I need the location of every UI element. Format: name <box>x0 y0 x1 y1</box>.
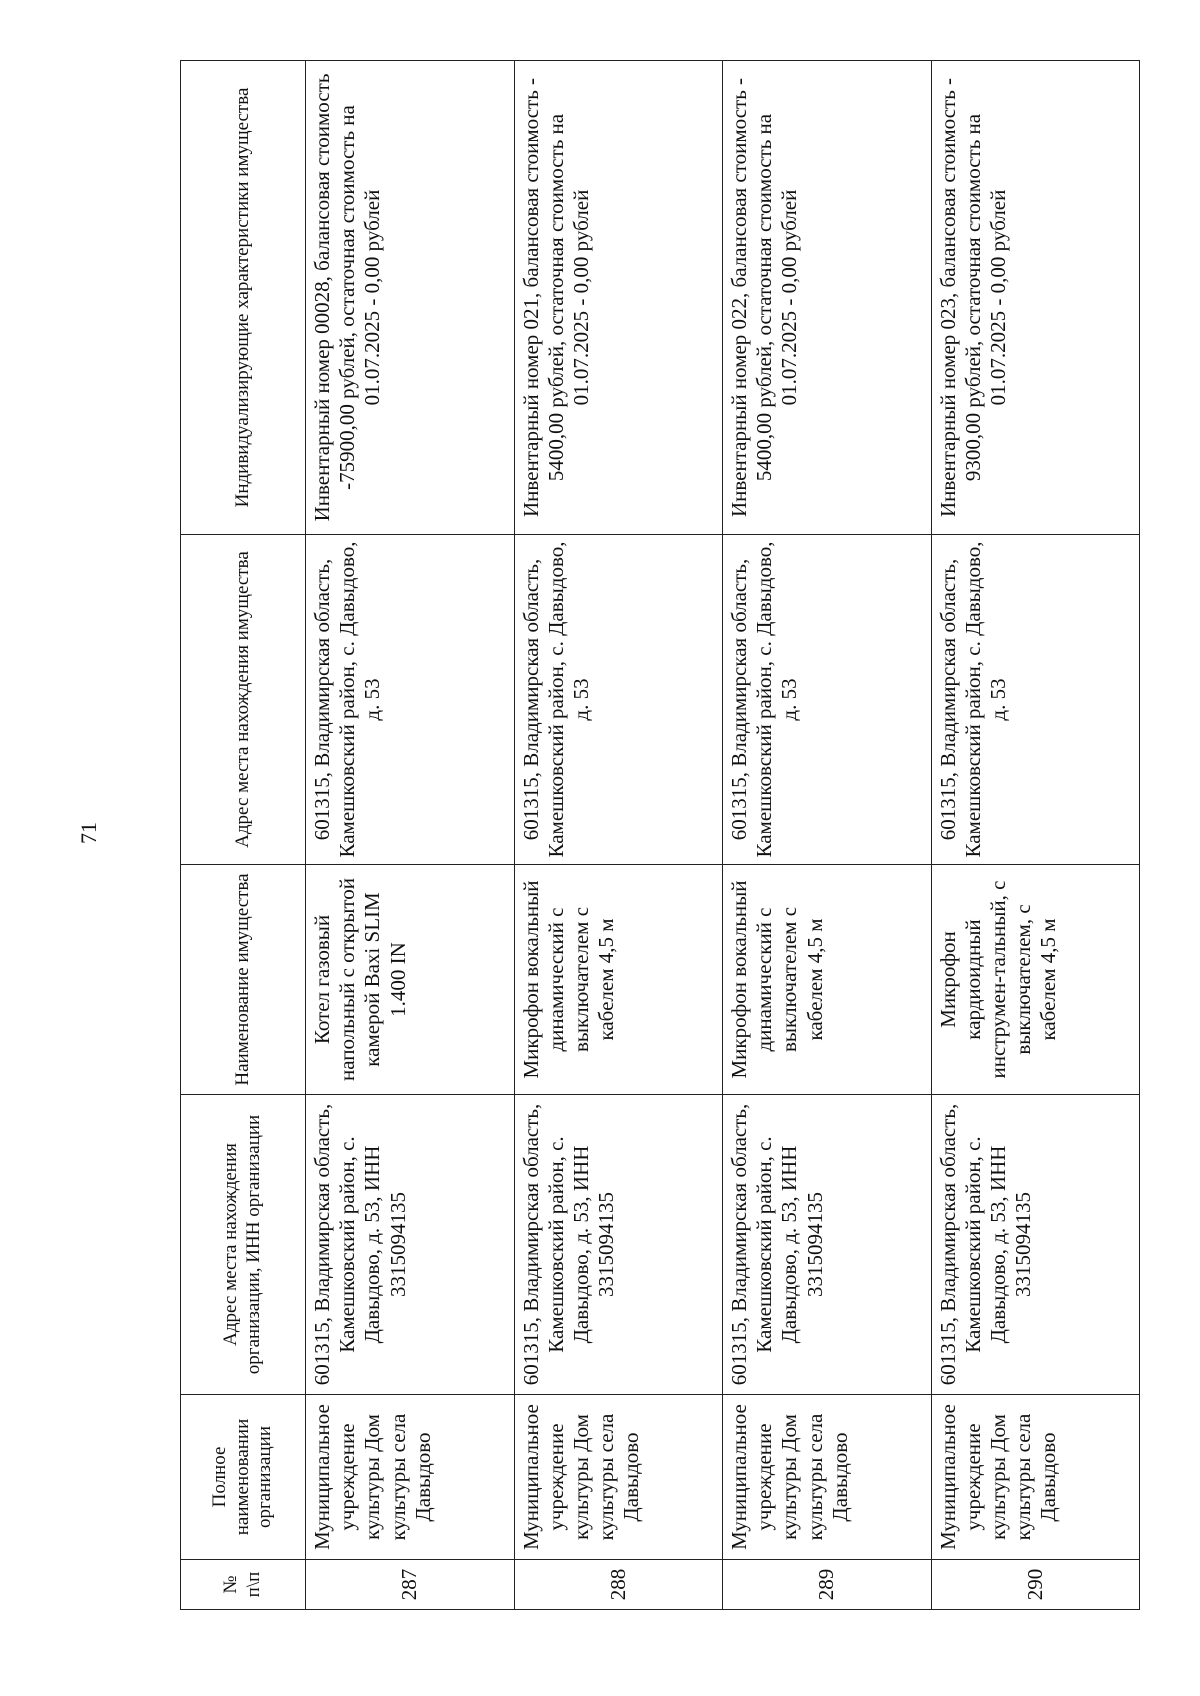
table-row <box>723 61 932 1610</box>
item-name-cell: Котел газовый напольный с открытой камерой Baxi SLIM 1.400 IN <box>306 865 515 1095</box>
item-address-cell: 601315, Владимирская область, Камешковский район, с. Давыдово, д. 53 <box>723 535 932 865</box>
table-row <box>514 61 723 1610</box>
header-item-name: Наименование имущества <box>181 865 306 1095</box>
org-name-cell: Муниципальное учреждение культуры Дом культуры села Давыдово <box>931 1395 1140 1560</box>
header-org-name: Полное наименовании организации <box>181 1395 306 1560</box>
item-address-cell: 601315, Владимирская область, Камешковский район, с. Давыдово, д. 53 <box>306 535 515 865</box>
org-address-cell: 601315, Владимирская область, Камешковский район, с. Давыдово, д. 53, ИНН 3315094135 <box>723 1095 932 1395</box>
characteristics-cell: Инвентарный номер 023, балансовая стоимость - 9300,00 рублей, остаточная стоимость на 01.07.2025 - 0,00 рублей <box>931 61 1140 535</box>
org-name-cell: Муниципальное учреждение культуры Дом культуры села Давыдово <box>723 1395 932 1560</box>
item-address-cell: 601315, Владимирская область, Камешковский район, с. Давыдово, д. 53 <box>931 535 1140 865</box>
header-org-address: Адрес места нахождения организации, ИНН организации <box>181 1095 306 1395</box>
item-address-cell: 601315, Владимирская область, Камешковский район, с. Давыдово, д. 53 <box>514 535 723 865</box>
item-name-cell: Микрофон вокальный динамический с выключателем с кабелем 4,5 м <box>514 865 723 1095</box>
org-address-cell: 601315, Владимирская область, Камешковский район, с. Давыдово, д. 53, ИНН 3315094135 <box>931 1095 1140 1395</box>
header-number: № п\п <box>181 1560 306 1610</box>
row-number: 287 <box>306 1560 515 1610</box>
table-row <box>931 61 1140 1610</box>
property-table <box>180 60 1140 1610</box>
row-number: 288 <box>514 1560 723 1610</box>
characteristics-cell: Инвентарный номер 021, балансовая стоимость - 5400,00 рублей, остаточная стоимость на 01.07.2025 - 0,00 рублей <box>514 61 723 535</box>
table-row <box>306 61 515 1610</box>
characteristics-cell: Инвентарный номер 022, балансовая стоимость - 5400,00 рублей, остаточная стоимость на 01.07.2025 - 0,00 рублей <box>723 61 932 535</box>
item-name-cell: Микрофон кардиоидный инструмен-тальный, с выключателем, с кабелем 4,5 м <box>931 865 1140 1095</box>
row-number: 289 <box>723 1560 932 1610</box>
item-name-cell: Микрофон вокальный динамический с выключателем с кабелем 4,5 м <box>723 865 932 1095</box>
header-characteristics: Индивидуализирующие характеристики имущества <box>181 61 306 535</box>
page-number: 71 <box>76 822 101 844</box>
table-header-row <box>181 61 306 1610</box>
header-item-address: Адрес места нахождения имущества <box>181 535 306 865</box>
org-address-cell: 601315, Владимирская область, Камешковский район, с. Давыдово, д. 53, ИНН 3315094135 <box>306 1095 515 1395</box>
property-table-container <box>180 60 1140 1610</box>
characteristics-cell: Инвентарный номер 00028, балансовая стоимость -75900,00 рублей, остаточная стоимость на 01.07.2025 - 0,00 рублей <box>306 61 515 535</box>
org-address-cell: 601315, Владимирская область, Камешковский район, с. Давыдово, д. 53, ИНН 3315094135 <box>514 1095 723 1395</box>
org-name-cell: Муниципальное учреждение культуры Дом культуры села Давыдово <box>514 1395 723 1560</box>
row-number: 290 <box>931 1560 1140 1610</box>
org-name-cell: Муниципальное учреждение культуры Дом культуры села Давыдово <box>306 1395 515 1560</box>
